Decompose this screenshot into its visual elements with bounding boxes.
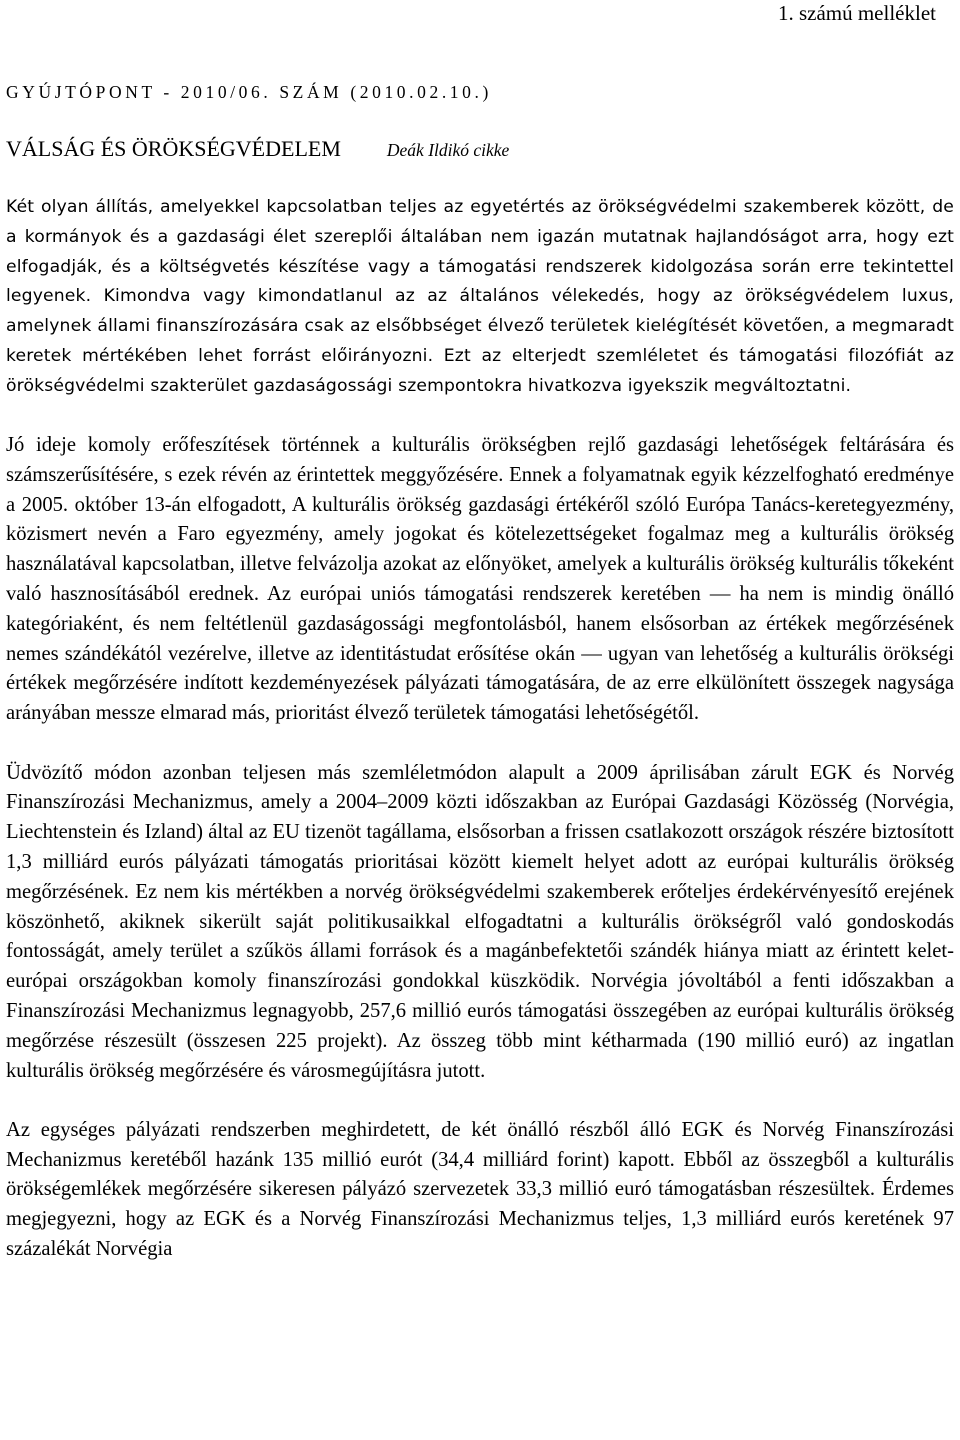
article-author: Deák Ildikó cikke (386, 140, 510, 160)
source-line: GYÚJTÓPONT - 2010/06. SZÁM (2010.02.10.) (6, 82, 492, 102)
paragraph-3: Üdvözítő módon azonban teljesen más szemléletmódon alapult a 2009 áprilisában zárult EGK és Norvég Finanszírozási Mechanizmus, amely a 2004–2009 közti időszakban az Európai Gazdasági Közösség (Norvégia, Liechtenstein és Izland) által az EU tizenöt tagállama, elsősorban a frissen csatlakozott országok részére biztosított 1,3 milliárd eurós pályázati támogatás prioritásai között kiemelt helyet adott az európai kulturális örökség megőrzésének. Ez nem kis mértékben a norvég örökségvédelmi szakemberek erőteljes érdekérvényesítő erejének köszönhető, akiknek sikerült saját politikusaikkal elfogadtatni a kulturális örökségről való gondoskodás fontosságát, amely terület a szűkös állami források és a magánbefektetői szándék hiánya miatt az érintett kelet-európai országokban komoly finanszírozási gondokkal küszködik. Norvégia jóvoltából a fenti időszakban a Finanszírozási Mechanizmus legnagyobb, 257,6 millió eurós támogatási összegében az európai kulturális örökség megőrzése részesült (összesen 225 projekt). Az összeg több mint kétharmada (190 millió euró) az ingatlan kulturális örökség megőrzésére és városmegújításra jutott. (6, 761, 954, 1082)
article-heading (6, 134, 954, 164)
article-title: VÁLSÁG ÉS ÖRÖKSÉGVÉDELEM (6, 136, 341, 161)
paragraph-4: Az egységes pályázati rendszerben meghirdetett, de két önálló részből álló EGK és Norvég Finanszírozási Mechanizmus keretéből hazánk 135 millió eurót (34,4 milliárd forint) kapott. Ebből az összegből a kulturális örökségemlékek megőrzésére sikeresen pályázó szervezetek 33,3 millió euró támogatásban részesültek. Érdemes megjegyezni, hogy az EGK és a Norvég Finanszírozási Mechanizmus teljes, 1,3 milliárd eurós keretének 97 százalékát Norvégia (6, 1118, 954, 1260)
paragraph-1: Két olyan állítás, amelyekkel kapcsolatban teljes az egyetértés az örökségvédelmi szakemberek között, de a kormányok és a gazdasági élet szereplői általában nem igazán mutatnak hajlandóságot arra, hogy ezt elfogadják, és a költségvetés készítése vagy a támogatási rendszerek kidolgozása során erre tekintettel legyenek. Kimondva vagy kimondatlanul az az általános vélekedés, hogy az örökségvédelem luxus, amelynek állami finanszírozására csak az elsőbbséget élvező területek kielégítését követően, a megmaradt keretek mértékében lehet forrást előirányozni. Ezt az elterjedt szemléletet és támogatási filozófiát az örökségvédelmi szakterület gazdaságossági szempontokra hivatkozva igyekszik megváltoztatni. (6, 197, 954, 396)
annex-label: 1. számú melléklet (777, 1, 936, 25)
paragraph-2: Jó ideje komoly erőfeszítések történnek a kulturális örökségben rejlő gazdasági lehetőségek feltárására és számszerűsítésére, s ezek révén az érintettek meggyőzésére. Ennek a folyamatnak egyik kézzelfogható eredménye a 2005. október 13-án elfogadott, A kulturális örökség gazdasági értékéről szóló Európa Tanács-keretegyezmény, közismert nevén a Faro egyezmény, amely jogokat és kötelezettségeket fogalmaz meg a kulturális örökség használatával kapcsolatban, illetve felvázolja azokat az előnyöket, amelyek a kulturális örökség kulturális tőkeként való hasznosításából erednek. Az európai uniós támogatási rendszerek keretében — ha nem is mindig önálló kategóriaként, és nem feltétlenül gazdaságossági megfontolásból, hanem elsősorban az értékek megőrzésének nemes szándékától vezérelve, illetve az identitástudat erősítése okán — ugyan van lehetőség a kulturális örökségi értékek megőrzésére indított kezdeményezések pályázati támogatására, de az erre elkülönített összegek nagysága arányában messze elmarad más, prioritást élvező területek támogatási lehetőségétől. (6, 434, 954, 725)
article-body (6, 193, 954, 1265)
